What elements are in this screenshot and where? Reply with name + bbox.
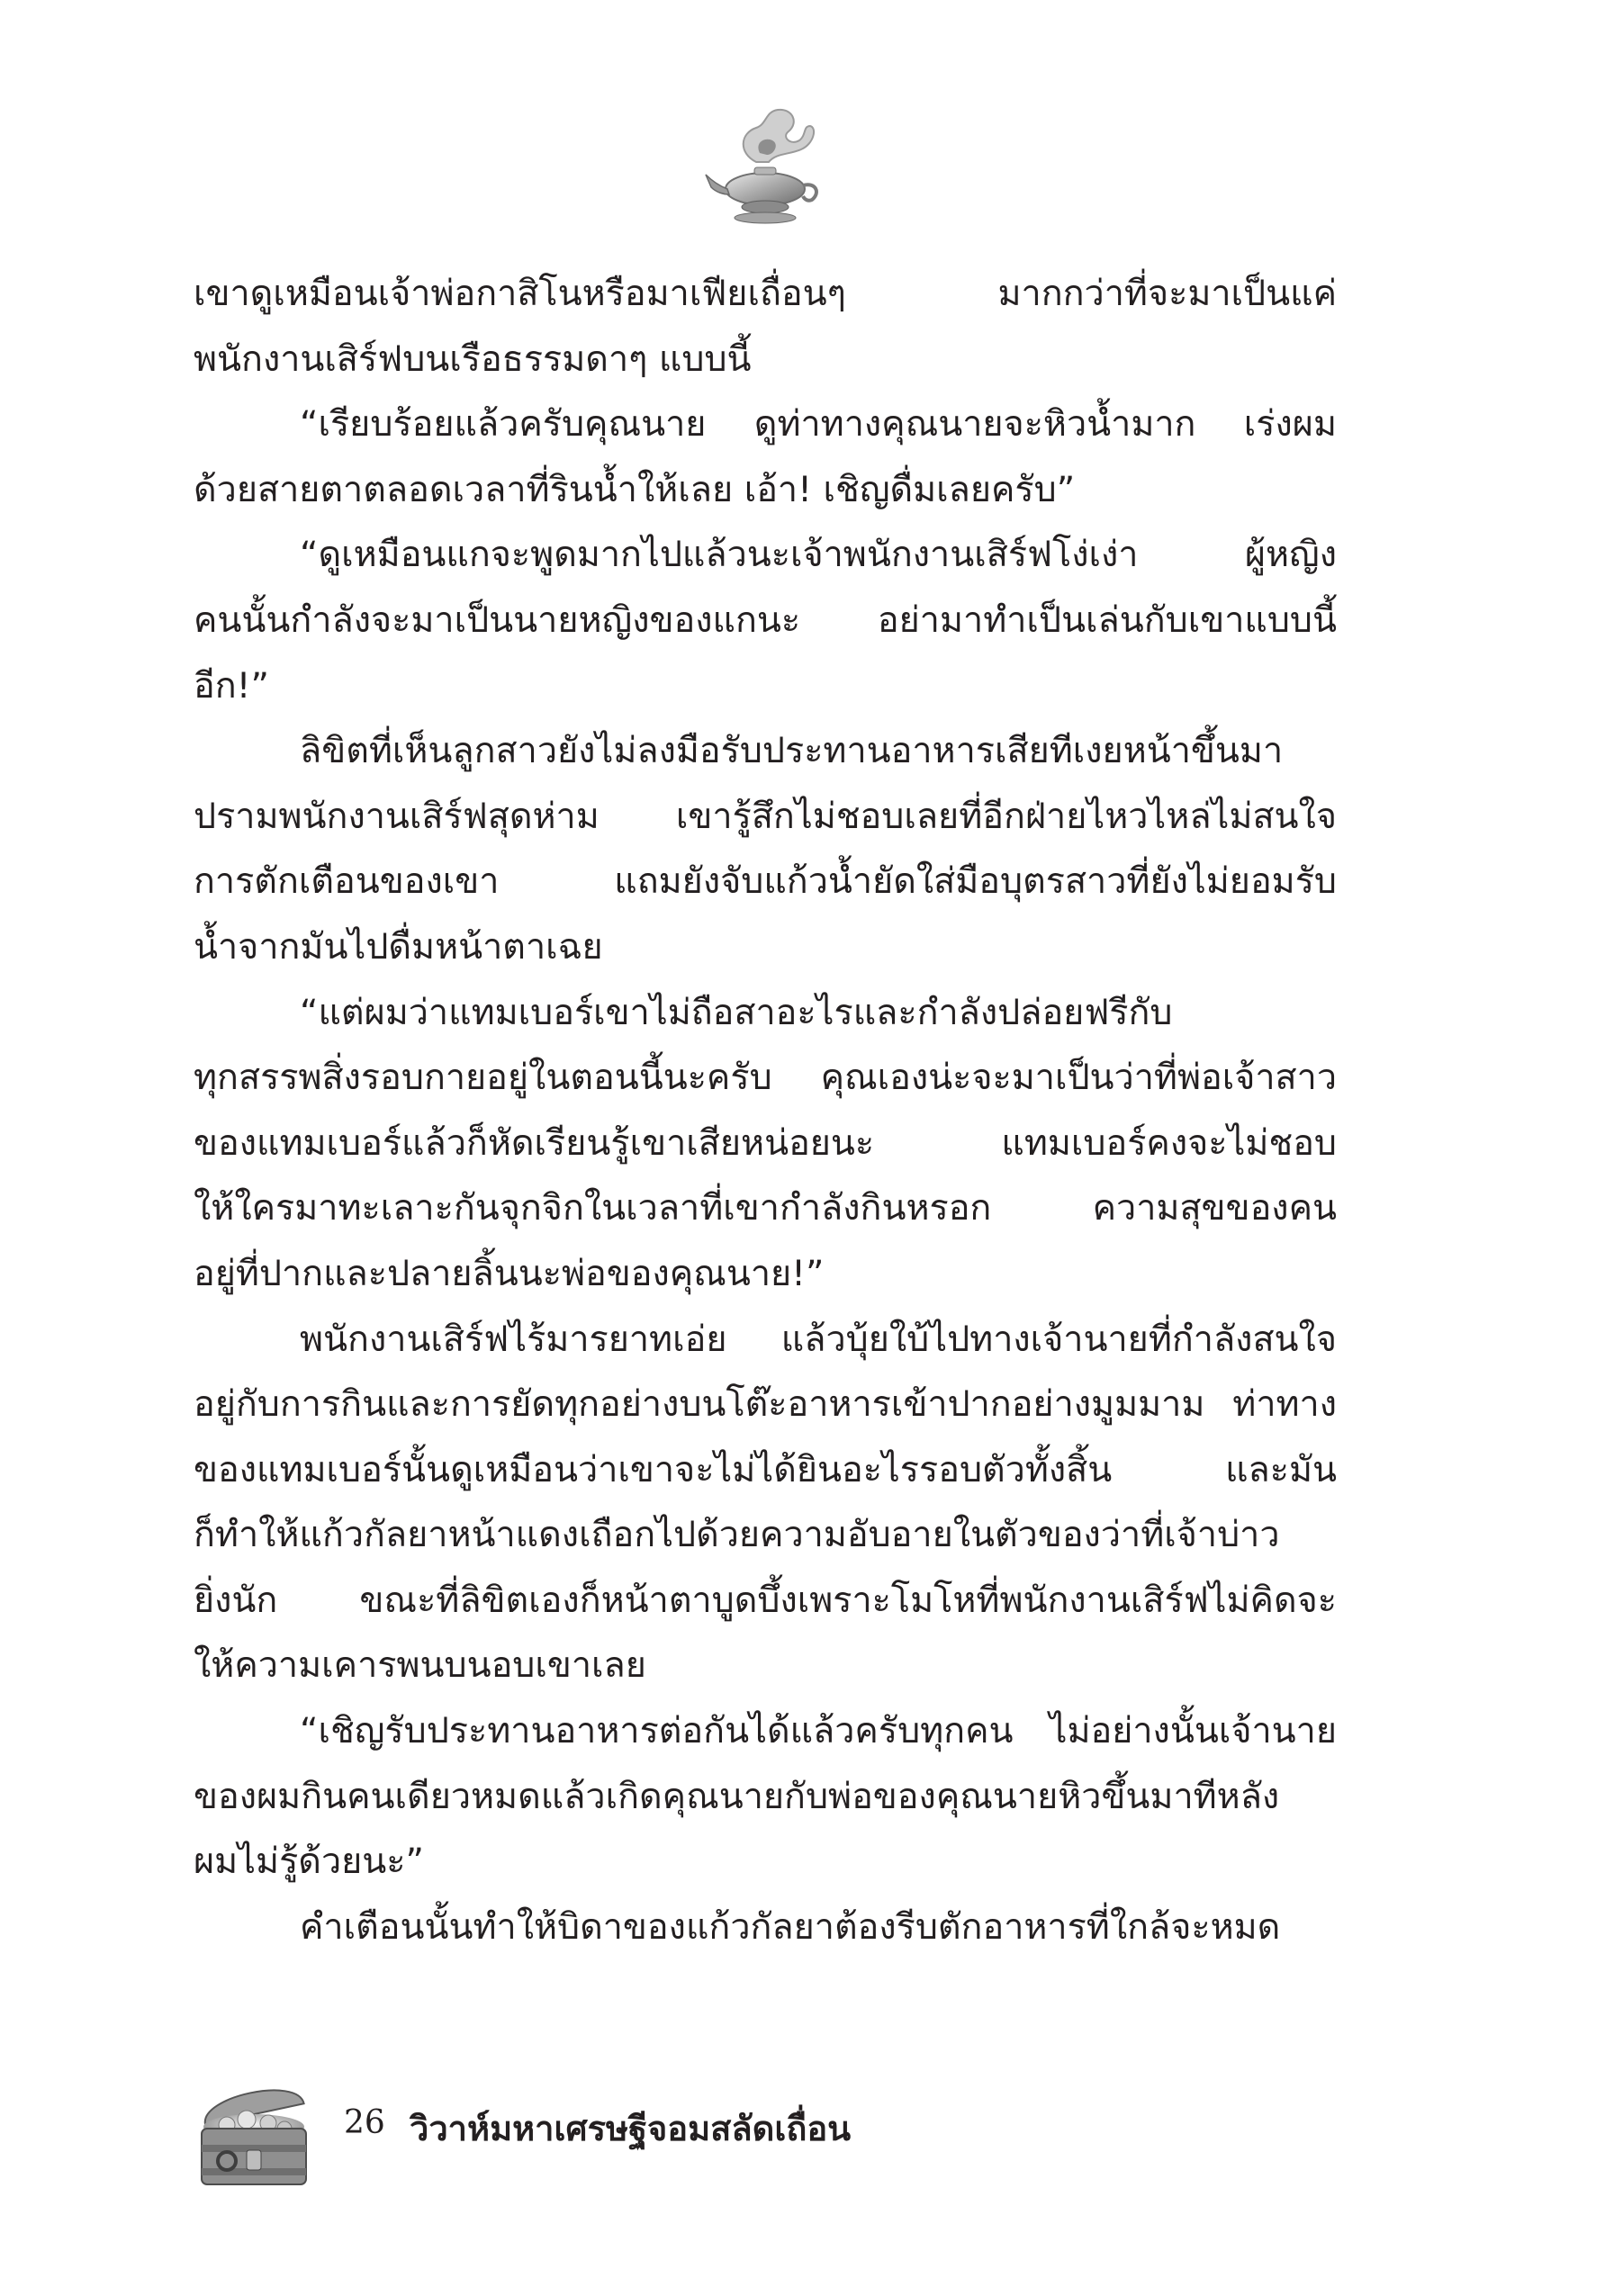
text-line: ให้ความเคารพนบนอบเขาเลย bbox=[194, 1644, 646, 1687]
text-line: อยู่กับการกินและการยัดทุกอย่างบนโต๊ะอาหารเข้าปากอย่างมูมมาม ท่าทาง bbox=[194, 1383, 1337, 1426]
text-line: พนักงานเสิร์ฟบนเรือธรรมดาๆ แบบนี้ bbox=[194, 338, 752, 380]
text-line: ปรามพนักงานเสิร์ฟสุดห่าม เขารู้สึกไม่ชอบเลยที่อีกฝ่ายไหวไหล่ไม่สนใจ bbox=[194, 795, 1337, 837]
text-line: เขาดูเหมือนเจ้าพ่อกาสิโนหรือมาเฟียเถื่อนๆ มากกว่าที่จะมาเป็นแค่ bbox=[194, 273, 1337, 314]
story-text bbox=[194, 261, 1337, 1959]
text-line: “เรียบร้อยแล้วครับคุณนาย ดูท่าทางคุณนายจะหิวน้ำมาก เร่งผม bbox=[300, 403, 1337, 446]
text-line: ยิ่งนัก ขณะที่ลิขิตเองก็หน้าตาบูดบึ้งเพราะโมโหที่พนักงานเสิร์ฟไม่คิดจะ bbox=[194, 1579, 1337, 1621]
text-line: ของแทมเบอร์นั้นดูเหมือนว่าเขาจะไม่ได้ยินอะไรรอบตัวทั้งสิ้น และมัน bbox=[194, 1448, 1337, 1490]
text-line: ให้ใครมาทะเลาะกันจุกจิกในเวลาที่เขากำลังกินหรอก ความสุขของคน bbox=[194, 1187, 1337, 1229]
paragraph bbox=[194, 261, 1337, 392]
text-line: คำเตือนนั้นทำให้บิดาของแก้วกัลยาต้องรีบตักอาหารที่ใกล้จะหมด bbox=[300, 1905, 1281, 1948]
paragraph bbox=[194, 522, 1337, 718]
book-title: วิวาห์มหาเศรษฐีจอมสลัดเถื่อน bbox=[410, 2109, 852, 2148]
text-line: “แต่ผมว่าแทมเบอร์เขาไม่ถือสาอะไรและกำลังปล่อยฟรีกับ bbox=[300, 991, 1173, 1033]
text-line: น้ำจากมันไปดื่มหน้าตาเฉย bbox=[194, 925, 603, 968]
text-line: ของแทมเบอร์แล้วก็หัดเรียนรู้เขาเสียหน่อยนะ แทมเบอร์คงจะไม่ชอบ bbox=[194, 1121, 1337, 1164]
text-line: ทุกสรรพสิ่งรอบกายอยู่ในตอนนี้นะครับ คุณเองน่ะจะมาเป็นว่าที่พ่อเจ้าสาว bbox=[194, 1057, 1337, 1099]
text-line: ลิขิตที่เห็นลูกสาวยังไม่ลงมือรับประทานอาหารเสียทีเงยหน้าขึ้นมา bbox=[300, 730, 1284, 772]
text-line: “ดูเหมือนแกจะพูดมากไปแล้วนะเจ้าพนักงานเสิร์ฟโง่เง่า ผู้หญิง bbox=[300, 534, 1337, 576]
text-line: “เชิญรับประทานอาหารต่อกันได้แล้วครับทุกคน ไม่อย่างนั้นเจ้านาย bbox=[300, 1710, 1337, 1752]
paragraph bbox=[194, 980, 1337, 1307]
paragraph bbox=[194, 1307, 1337, 1699]
text-line: ของผมกินคนเดียวหมดแล้วเกิดคุณนายกับพ่อของคุณนายหิวขึ้นมาทีหลัง bbox=[194, 1775, 1280, 1817]
paragraph bbox=[194, 718, 1337, 979]
magic-lamp-icon bbox=[702, 99, 828, 234]
text-line: อีก!” bbox=[194, 664, 269, 707]
text-line: ก็ทำให้แก้วกัลยาหน้าแดงเถือกไปด้วยความอับอายในตัวของว่าที่เจ้าบ่าว bbox=[194, 1514, 1280, 1556]
paragraph bbox=[194, 1895, 1337, 1960]
paragraph bbox=[194, 1698, 1337, 1895]
text-line: การตักเตือนของเขา แถมยังจับแก้วน้ำยัดใส่มือบุตรสาวที่ยังไม่ยอมรับ bbox=[194, 860, 1337, 903]
text-line: พนักงานเสิร์ฟไร้มารยาทเอ่ย แล้วบุ้ยใบ้ไปทางเจ้านายที่กำลังสนใจ bbox=[300, 1318, 1337, 1360]
text-line: คนนั้นกำลังจะมาเป็นนายหญิงของแกนะ อย่ามาทำเป็นเล่นกับเขาแบบนี้ bbox=[194, 599, 1337, 641]
page-number: 26 bbox=[344, 2104, 385, 2141]
text-line: ผมไม่รู้ด้วยนะ” bbox=[194, 1841, 424, 1883]
treasure-chest-icon bbox=[191, 2075, 317, 2196]
text-line: อยู่ที่ปากและปลายลิ้นนะพ่อของคุณนาย!” bbox=[194, 1252, 825, 1294]
text-line: ด้วยสายตาตลอดเวลาที่รินน้ำให้เลย เอ้า! เชิญดื่มเลยครับ” bbox=[194, 468, 1076, 510]
paragraph bbox=[194, 392, 1337, 522]
